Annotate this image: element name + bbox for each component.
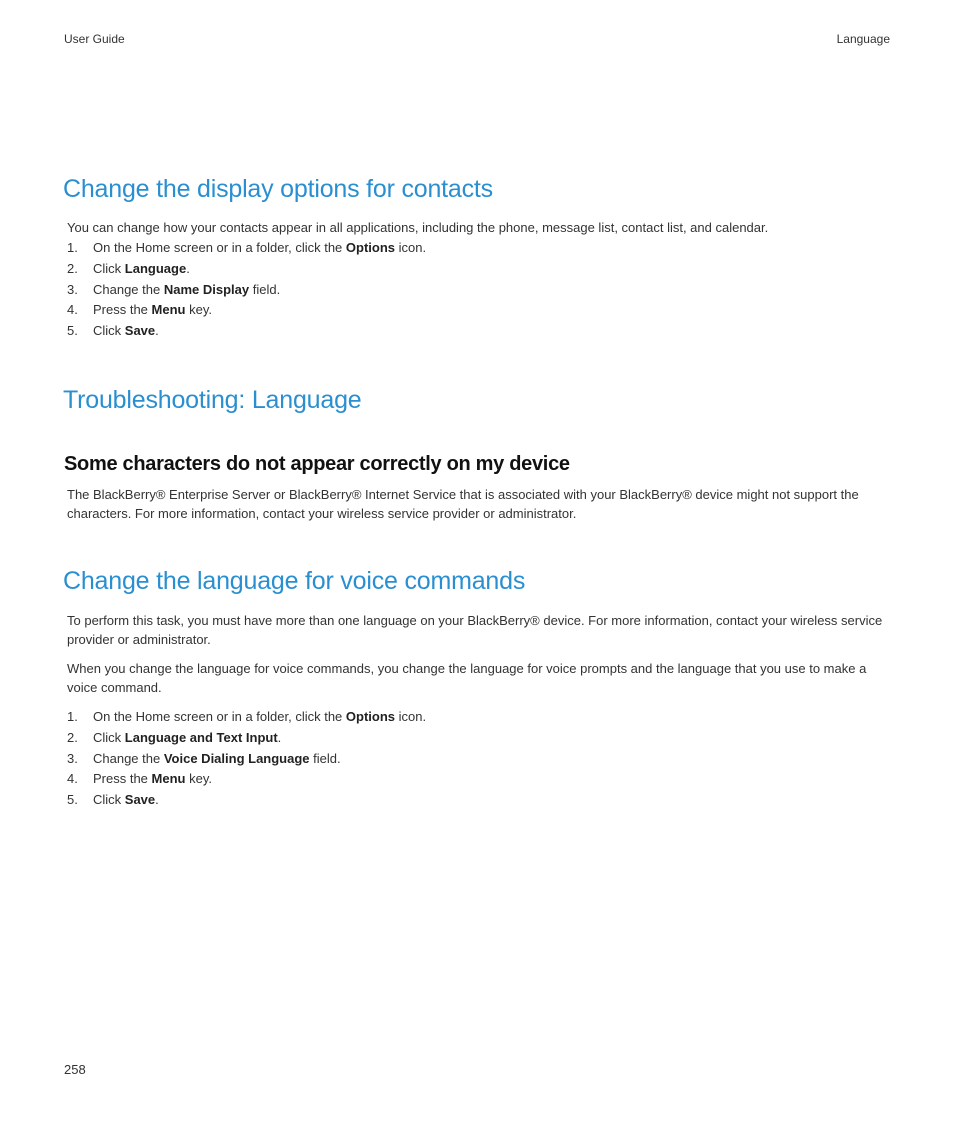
steps-list-voice-commands (67, 707, 426, 811)
step-number: 2. (67, 729, 78, 745)
step-ui-term: Name Display (163, 281, 250, 297)
voice-commands-prerequisite: To perform this task, you must have more than one language on your BlackBerry® device. For more information, contact your wireless service provider or administrator. (67, 613, 883, 647)
section-title-troubleshooting: Troubleshooting: Language (63, 386, 362, 414)
step-number: 5. (67, 792, 78, 808)
step-text: icon. (395, 709, 427, 724)
troubleshooting-body: The BlackBerry® Enterprise Server or BlackBerry® Internet Service that is associated with your BlackBerry® device might not support the characters. For more information, contact your wireless service provider or administrator. (67, 487, 859, 521)
subsection-title-characters: Some characters do not appear correctly on my device (64, 453, 570, 475)
step-text: Click (93, 260, 125, 276)
list-item (67, 707, 426, 728)
section-title-display-options: Change the display options for contacts (63, 175, 493, 203)
steps-list-display-options (67, 238, 426, 342)
step-ui-term: Menu (151, 302, 186, 318)
step-ui-term: Menu (151, 771, 186, 787)
section-intro-display-options: You can change how your contacts appear in all applications, including the phone, message list, contact list, and calendar. (67, 220, 769, 235)
step-number: 1. (67, 709, 78, 724)
step-text: Click (93, 792, 125, 808)
step-number: 1. (67, 240, 78, 255)
step-text: key. (185, 302, 212, 318)
step-text: On the Home screen or in a folder, click the (93, 240, 346, 255)
step-ui-term: Options (345, 709, 396, 724)
step-text: . (186, 260, 190, 276)
step-text: . (155, 323, 159, 339)
page-number: 258 (64, 1062, 86, 1077)
list-item (67, 790, 426, 811)
step-text: Press the (93, 302, 152, 318)
step-number: 4. (67, 302, 78, 318)
step-ui-term: Voice Dialing Language (163, 750, 310, 766)
list-item (67, 259, 426, 280)
step-text: . (277, 729, 282, 745)
list-item (67, 749, 426, 770)
step-ui-term: Language and Text Input (124, 729, 278, 745)
step-text: Click (93, 729, 125, 745)
step-number: 2. (67, 260, 78, 276)
running-header-section: Language (836, 32, 890, 46)
step-number: 3. (67, 750, 78, 766)
list-item (67, 769, 426, 790)
step-ui-term: Language (124, 260, 187, 276)
step-ui-term: Save (124, 792, 156, 808)
list-item (67, 280, 426, 301)
step-number: 4. (67, 771, 78, 787)
running-header-title: User Guide (64, 32, 125, 46)
step-text: Press the (93, 771, 152, 787)
step-ui-term: Save (124, 323, 156, 339)
voice-commands-description: When you change the language for voice commands, you change the language for voice prompts and the language that you use to make a voice command. (67, 661, 867, 695)
step-text: field. (309, 750, 341, 766)
step-number: 3. (67, 281, 78, 297)
step-number: 5. (67, 323, 78, 339)
step-text: Change the (93, 750, 164, 766)
list-item (67, 321, 426, 342)
step-text: Click (93, 323, 125, 339)
list-item (67, 238, 426, 259)
step-text: Change the (93, 281, 164, 297)
step-text: field. (249, 281, 281, 297)
list-item (67, 300, 426, 321)
list-item (67, 728, 426, 749)
step-ui-term: Options (345, 240, 396, 255)
section-title-voice-commands: Change the language for voice commands (63, 567, 526, 595)
step-text: key. (185, 771, 212, 787)
step-text: icon. (395, 240, 427, 255)
step-text: . (155, 792, 159, 808)
step-text: On the Home screen or in a folder, click the (93, 709, 346, 724)
